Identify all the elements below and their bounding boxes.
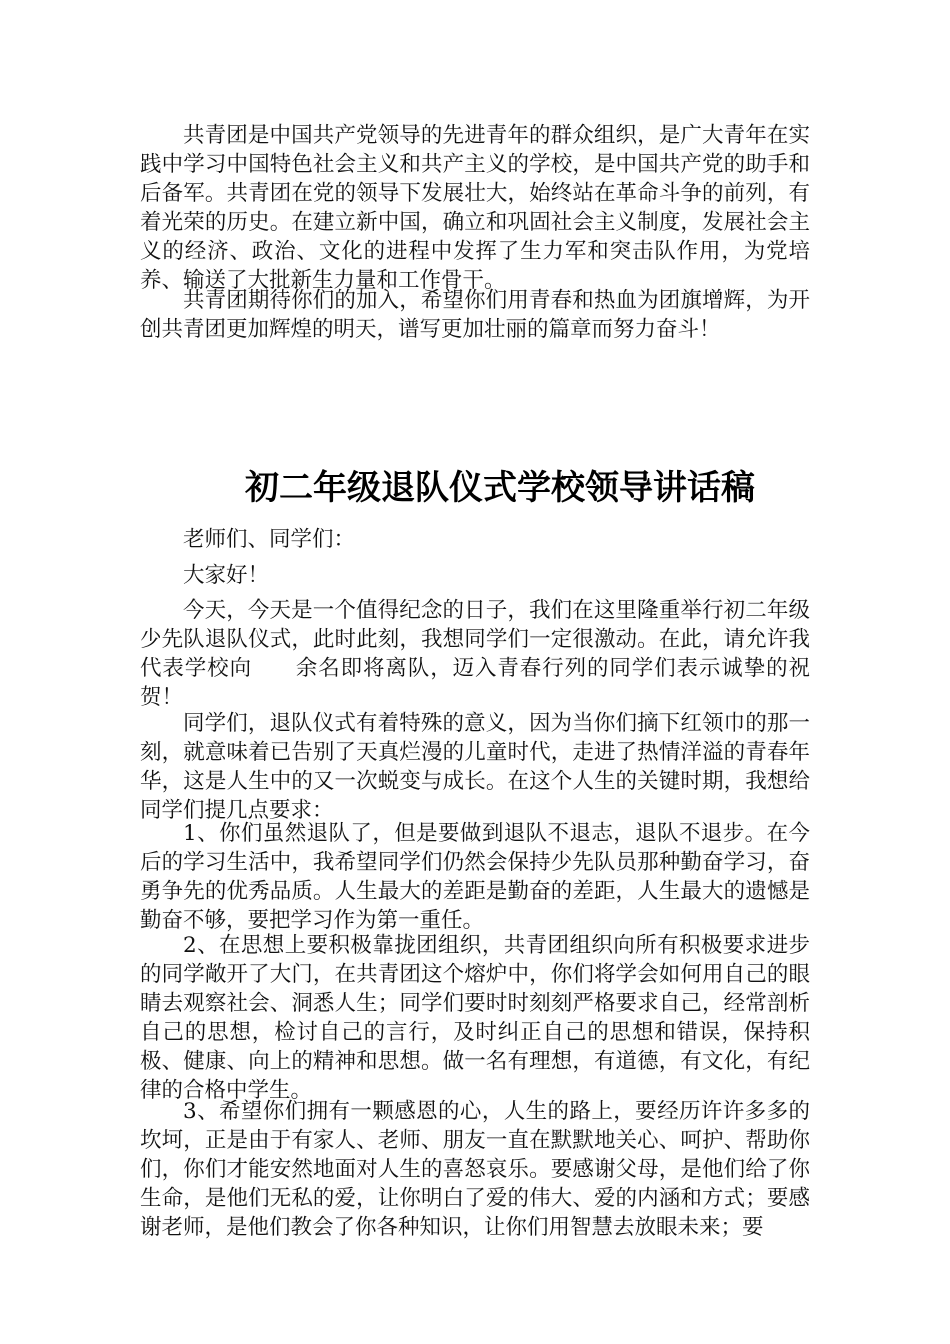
intro-paragraph-2: 共青团期待你们的加入，希望你们用青春和热血为团旗增辉，为开创共青团更加辉煌的明天，谱写更加壮丽的篇章而努力奋斗！ bbox=[140, 288, 810, 342]
speech-greeting: 大家好！ bbox=[183, 563, 270, 588]
speech-paragraph-1 bbox=[140, 596, 810, 712]
speech-title: 初二年级退队仪式学校领导讲话稿 bbox=[245, 468, 755, 508]
speech-paragraph-4: 2、在思想上要积极靠拢团组织，共青团组织向所有积极要求进步的同学敞开了大门，在共青团这个熔炉中，你们将学会如何用自己的眼睛去观察社会、洞悉人生；同学们要时时刻刻严格要求自己，经常剖析自己的思想，检讨自己的言行，及时纠正自己的思想和错误，保持积极、健康、向上的精神和思想。做一名有理想，有道德，有文化，有纪律的合格中学生。 bbox=[140, 933, 810, 1103]
paragraph-1-text-before-blank: 今天，今天是一个值得纪念的日子，我们在这里隆重举行初二年级少先队退队仪式，此时此刻，我想同学们一定很激动。在此，请允许我代表学校向 bbox=[140, 598, 810, 681]
paragraph-1-text-after-blank: 余名即将离队，迈入青春行列的同学们表示诚挚的祝贺！ bbox=[140, 656, 810, 710]
intro-paragraph-1: 共青团是中国共产党领导的先进青年的群众组织，是广大青年在实践中学习中国特色社会主义和共产主义的学校，是中国共产党的助手和后备军。共青团在党的领导下发展壮大，始终站在革命斗争的前列，有着光荣的历史。在建立新中国，确立和巩固社会主义制度，发展社会主义的经济、政治、文化的进程中发挥了生力军和突击队作用，为党培养、输送了大批新生力量和工作骨干。 bbox=[140, 123, 810, 293]
speech-salutation: 老师们、同学们： bbox=[183, 527, 356, 552]
speech-paragraph-3: 1、你们虽然退队了，但是要做到退队不退志，退队不退步。在今后的学习生活中，我希望同学们仍然会保持少先队员那种勤奋学习，奋勇争先的优秀品质。人生最大的差距是勤奋的差距，人生最大的遗憾是勤奋不够，要把学习作为第一重任。 bbox=[140, 821, 810, 933]
speech-paragraph-2: 同学们，退队仪式有着特殊的意义，因为当你们摘下红领巾的那一刻，就意味着已告别了天真烂漫的儿童时代，走进了热情洋溢的青春年华，这是人生中的又一次蜕变与成长。在这个人生的关键时期，我想给同学们提几点要求： bbox=[140, 711, 810, 823]
speech-paragraph-5: 3、希望你们拥有一颗感恩的心，人生的路上，要经历许许多多的坎坷，正是由于有家人、老师、朋友一直在默默地关心、呵护、帮助你们，你们才能安然地面对人生的喜怒哀乐。要感谢父母，是他们给了你生命，是他们无私的爱，让你明白了爱的伟大、爱的内涵和方式；要感谢老师，是他们教会了你各种知识，让你们用智慧去放眼未来；要 bbox=[140, 1099, 810, 1240]
